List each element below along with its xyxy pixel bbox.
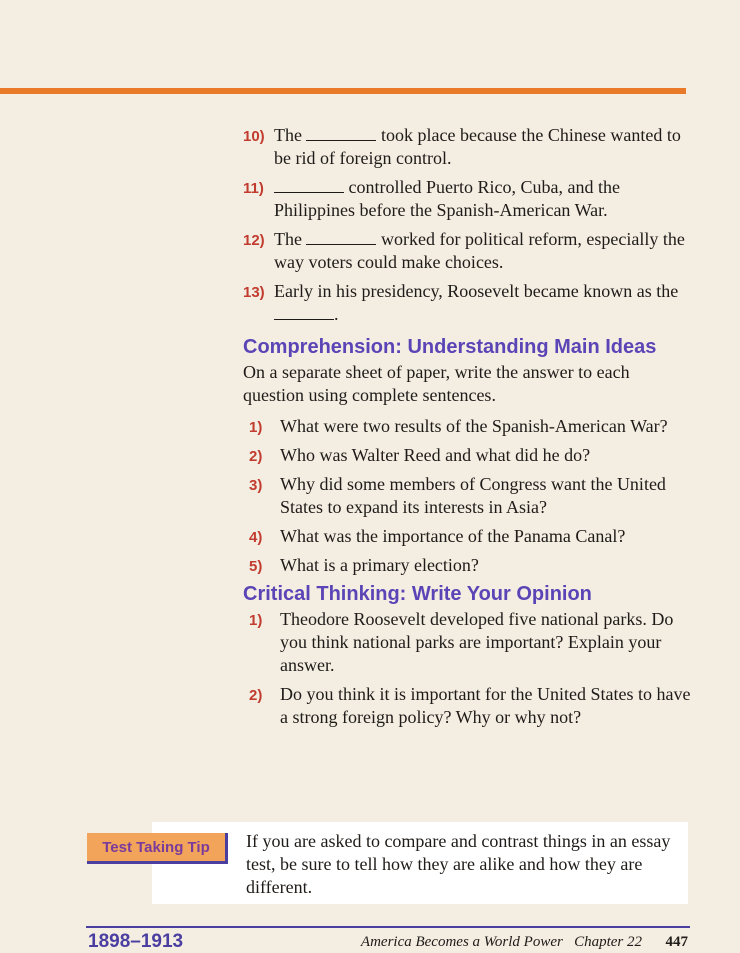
comprehension-intro: On a separate sheet of paper, write the answer to each question using complete sentences. (243, 362, 630, 405)
item-number: 12) (243, 232, 265, 249)
question-text: Do you think it is important for the United States to have a strong foreign policy? Why or why not? (280, 684, 691, 727)
question-number: 2) (249, 687, 263, 704)
comprehension-heading: Comprehension: Understanding Main Ideas (243, 336, 657, 358)
fill-in-item-12 (243, 228, 693, 274)
comprehension-question (249, 415, 693, 438)
answer-blank (306, 126, 376, 141)
item-number: 13) (243, 284, 265, 301)
item-number: 10) (243, 128, 265, 145)
question-number: 5) (249, 558, 263, 575)
comprehension-question (249, 554, 693, 577)
question-text: Why did some members of Congress want the United States to expand its interests in Asia? (280, 474, 666, 517)
fill-in-item-10 (243, 124, 693, 170)
footer-years: 1898–1913 (88, 931, 184, 952)
answer-blank (274, 178, 344, 193)
question-number: 1) (249, 612, 263, 629)
item-text-before: Early in his presidency, Roosevelt became known as the (274, 281, 679, 301)
item-number: 11) (243, 180, 264, 197)
question-number: 3) (249, 477, 263, 494)
comprehension-question (249, 473, 693, 519)
comprehension-question (249, 525, 693, 548)
critical-thinking-heading: Critical Thinking: Write Your Opinion (243, 583, 592, 605)
test-tip-label: Test Taking Tip (87, 833, 228, 864)
question-number: 1) (249, 419, 263, 436)
test-tip-text: If you are asked to compare and contrast things in an essay test, be sure to tell how they are alike and how they are different. (246, 831, 671, 897)
question-text: Who was Walter Reed and what did he do? (280, 445, 591, 465)
item-text-after: took place because the Chinese wanted to be rid of foreign control. (274, 125, 681, 168)
footer-chapter: America Becomes a World Power Chapter 22 (360, 934, 642, 950)
top-orange-rule (0, 88, 686, 94)
critical-question (249, 683, 693, 729)
question-text: What was the importance of the Panama Canal? (280, 526, 626, 546)
comprehension-questions (243, 415, 693, 577)
critical-question (249, 608, 693, 677)
question-text: Theodore Roosevelt developed five national parks. Do you think national parks are important? Explain your answer. (280, 609, 674, 675)
review-content (243, 124, 693, 735)
fill-in-item-11 (243, 176, 693, 222)
footer-rule (86, 926, 690, 928)
answer-blank (274, 305, 334, 320)
critical-questions (243, 608, 693, 729)
question-number: 4) (249, 529, 263, 546)
comprehension-question (249, 444, 693, 467)
question-text: What is a primary election? (280, 555, 479, 575)
question-number: 2) (249, 448, 263, 465)
item-text-after: worked for political reform, especially the way voters could make choices. (274, 229, 685, 272)
question-text: What were two results of the Spanish-American War? (280, 416, 668, 436)
item-text-before: The (274, 229, 302, 249)
item-text-after: controlled Puerto Rico, Cuba, and the Philippines before the Spanish-American War. (274, 177, 620, 220)
answer-blank (306, 230, 376, 245)
item-text-before: The (274, 125, 302, 145)
page-number: 447 (665, 934, 688, 950)
item-text-after: . (334, 304, 339, 324)
fill-in-item-13 (243, 280, 693, 326)
